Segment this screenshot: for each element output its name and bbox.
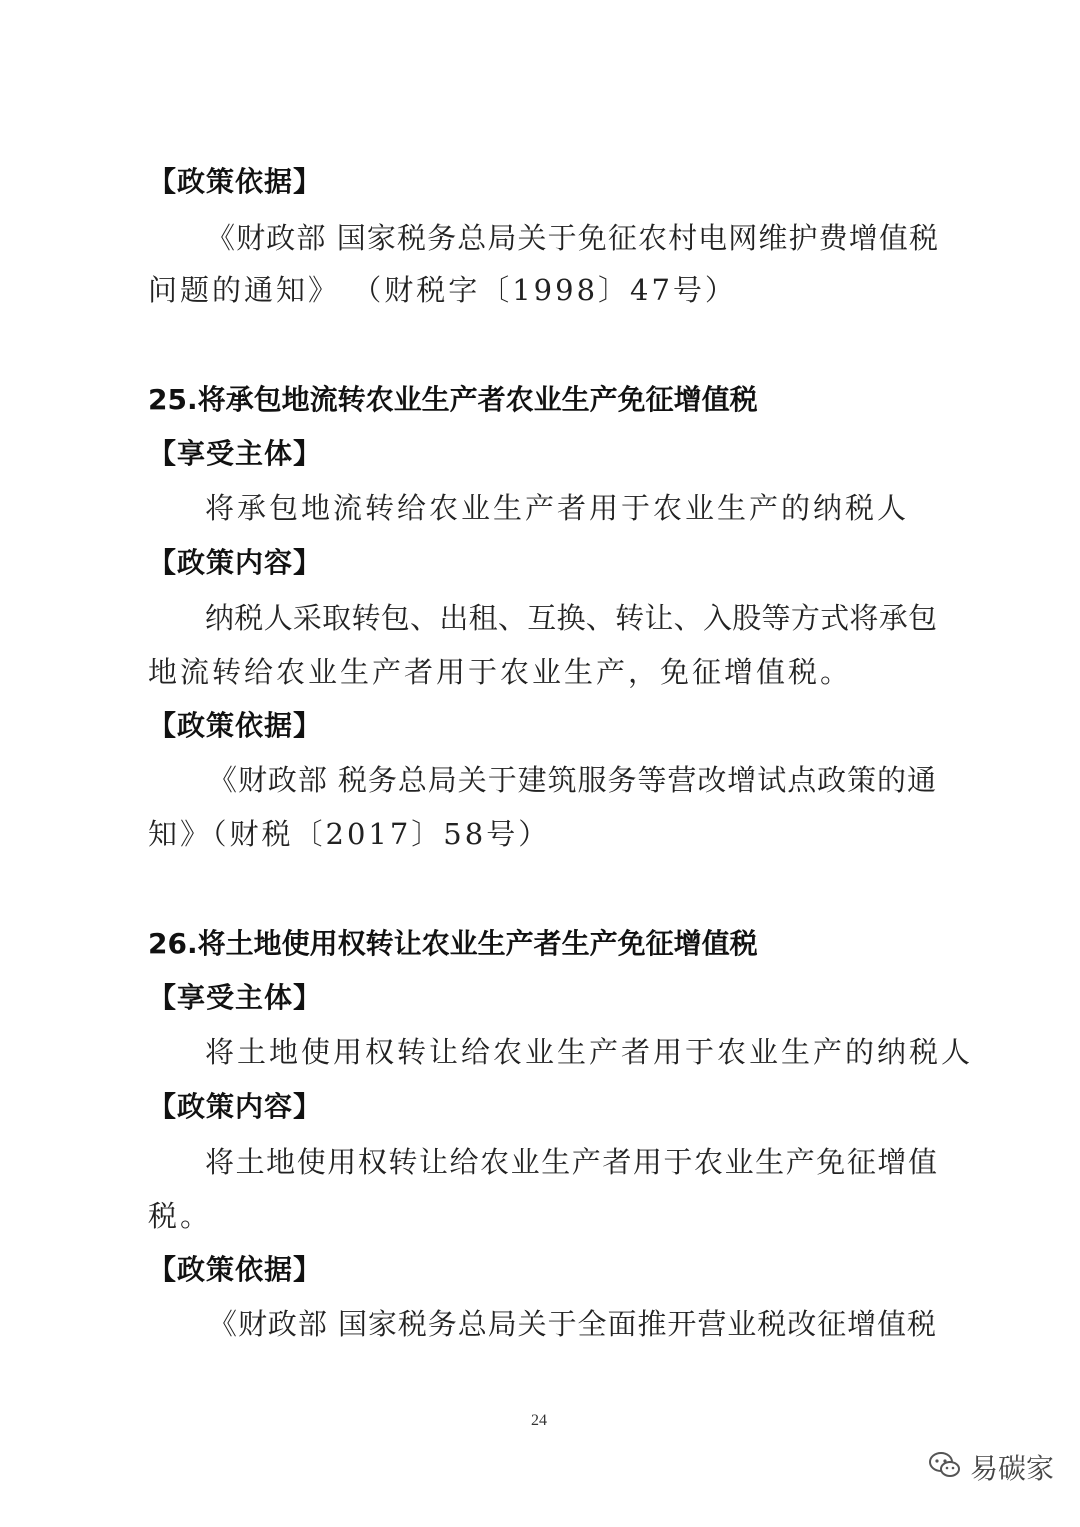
watermark-text: 易碳家 [970,1452,1055,1485]
subject-heading: 【享受主体】 [148,437,323,470]
basis-text: 《财政部 国家税务总局关于全面推开营业税改征增值税 [208,1307,936,1341]
section-title: 25.将承包地流转农业生产者农业生产免征增值税 [148,383,758,416]
basis-heading: 【政策依据】 [148,1253,323,1286]
subject-text: 将土地使用权转让给农业生产者用于农业生产的纳税人 [205,1035,974,1069]
content-heading: 【政策内容】 [148,1090,323,1123]
wechat-icon [928,1450,962,1485]
subject-text: 将承包地流转给农业生产者用于农业生产的纳税人 [205,491,910,525]
watermark [928,1447,1054,1487]
content-text: 税。 [148,1199,213,1233]
content-text: 地流转给农业生产者用于农业生产，免征增值税。 [148,655,853,689]
content-heading: 【政策内容】 [148,546,323,579]
section-title: 26.将土地使用权转让农业生产者生产免征增值税 [148,927,758,960]
basis-text: 《财政部 国家税务总局关于免征农村电网维护费增值税 [206,221,938,255]
page-number: 24 [531,1412,547,1429]
subject-heading: 【享受主体】 [148,981,323,1014]
content-text: 纳税人采取转包、出租、互换、转让、入股等方式将承包 [205,601,937,635]
basis-heading: 【政策依据】 [148,165,323,198]
content-text: 将土地使用权转让给农业生产者用于农业生产免征增值 [205,1145,937,1179]
basis-text: 问题的通知》 （财税字〔1998〕47号） [148,273,737,307]
basis-text: 《财政部 税务总局关于建筑服务等营改增试点政策的通 [208,763,936,797]
basis-text: 知》（财税〔2017〕58号） [148,817,551,851]
basis-heading: 【政策依据】 [148,709,323,742]
